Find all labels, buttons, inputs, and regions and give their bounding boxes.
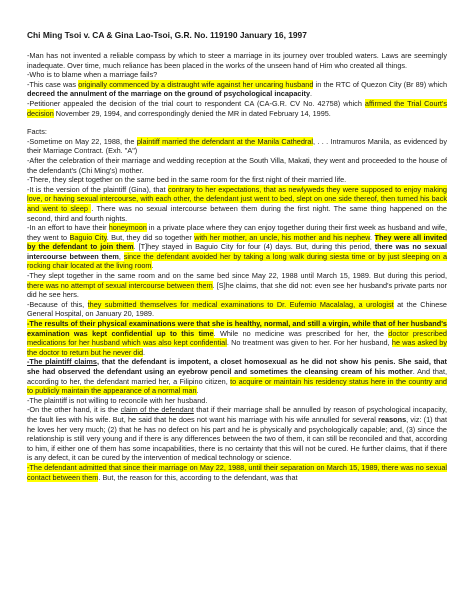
emphasized-text: doctor prescribed medications for her husband which was also kept confidential <box>27 328 447 348</box>
text-run: -It is the version of the plaintiff (Gina), that <box>27 184 168 194</box>
text-run: -After the celebration of their marriage and wedding reception at the South Villa, Makati, they went and proceeded to the house of the defendant's (Chi Ming's) mother. <box>27 155 447 175</box>
facts-paragraph <box>27 300 447 319</box>
text-run: . [T]hey stayed in Baguio City for four (4) days. But, during this period, <box>133 242 375 252</box>
text-run: November 29, 1994, and correspondingly denied the MR in dated February 14, 1995. <box>53 108 331 118</box>
text-run: -Because of this, <box>27 299 88 309</box>
text-run: in the RTC of Quezon City (Br 89) which <box>313 79 448 89</box>
facts-paragraph <box>27 463 447 482</box>
text-run: -In an effort to have their <box>27 223 109 233</box>
emphasized-text: contrary to her expectations, that as newlyweds they were supposed to enjoy making love, or having sexual intercourse, with each other, the defendant just went to bed, slept on one side thereof, then turned his back and went to sleep <box>27 184 447 213</box>
text-run: at the Chinese General Hospital, on January 20, 1989. <box>27 299 447 319</box>
text-run: . <box>143 347 146 357</box>
emphasized-text: there was no sexual intercourse between them <box>27 242 447 261</box>
text-run: , <box>118 251 124 261</box>
facts-paragraph <box>27 357 447 395</box>
text-run: -The plaintiff is not willing to reconcile with her husband. <box>27 395 208 405</box>
emphasized-text: reasons <box>378 414 407 424</box>
emphasized-text: there was no attempt of sexual intercourse between them <box>27 280 213 290</box>
text-run: -This case was <box>27 79 79 89</box>
text-run: . But, they did so together <box>106 232 195 242</box>
text-run: . And that, according to her, the defendant married her, a Filipino citizen, <box>27 367 447 386</box>
facts-paragraph <box>27 223 447 271</box>
text-run: -Sometime on May 22, 1988, the <box>27 136 137 146</box>
text-run: . There was no sexual intercourse between them during the first night. The same thing happened on the second, third and fourth nights. <box>27 203 447 223</box>
section-gap <box>27 118 447 127</box>
text-run: -On the other hand, it is the <box>27 405 121 415</box>
text-run: that if their marriage shall be annulled by reason of psychological incapacity, the fault lies with his wife. But, he said that he does not want his marriage with his wife annulled for several <box>27 405 447 424</box>
emphasized-text: Baguio City <box>69 232 107 242</box>
facts-paragraph <box>27 137 447 156</box>
emphasized-text: to acquire or maintain his residency status here in the country and to publicly maintain the appearance of a normal man <box>27 376 447 396</box>
text-run: . <box>196 386 199 396</box>
emphasized-text: originally commenced by a distraught wife against her uncaring husband <box>78 79 314 89</box>
emphasized-text: , that the defendant is impotent, a closet homosexual as he did not show his penis. She said, that she had observed the defendant using an eyebrow pencil and sometimes the cleansing cream of his mother <box>27 357 447 376</box>
facts-paragraph <box>27 185 447 223</box>
text-run: -They slept together in the same room and on the same bed since May 22, 1988 until March 15, 1989. But during this period, <box>27 271 447 281</box>
text-run: -Man has not invented a reliable compass by which to steer a marriage in its journey over troubled waters. Laws are seemingly inadequate. Over time, much reliance has been placed in the works of the unseen hand of Him who created all things. <box>27 51 447 70</box>
emphasized-text: affirmed the Trial Court's decision <box>27 98 448 118</box>
facts-paragraph <box>27 271 447 300</box>
text-run: . <box>151 261 154 271</box>
facts-paragraph <box>27 405 447 463</box>
text-run: . But, the reason for this, according to the defendant, was that <box>98 472 298 482</box>
facts-paragraph <box>27 156 447 175</box>
text-run: -There, they slept together on the same bed in the same room for the first night of their married life. <box>27 175 347 185</box>
emphasized-text: he was asked by the doctor to return but he never did <box>27 338 447 357</box>
emphasized-text: plaintiff married the defendant at the Manila Cathedral <box>136 136 313 146</box>
facts-paragraph <box>27 175 447 185</box>
emphasized-text: decreed the annulment of the marriage on the ground of psychological incapacity <box>27 89 311 99</box>
facts-heading: Facts: <box>27 127 47 137</box>
document-title: Chi Ming Tsoi v. CA & Gina Lao-Tsoi, G.R. No. 119190 January 16, 1997 <box>27 30 307 40</box>
facts-paragraph <box>27 396 447 406</box>
emphasized-text: claim of the defendant <box>120 405 194 415</box>
text-run: . <box>370 232 375 242</box>
intro-section <box>27 51 447 118</box>
intro-paragraph <box>27 51 447 70</box>
text-run: . While no medicine was prescribed for her, the <box>213 328 389 338</box>
emphasized-text: with her mother, an uncle, his mother and his nephew <box>194 232 371 242</box>
text-run: -Petitioner appealed the decision of the trial court to respondent CA (CA-G.R. CV No. 42758) which <box>27 98 365 108</box>
text-run: . [S]he claims, that she did not: even see her husband's private parts nor did he see hers. <box>27 280 447 300</box>
intro-paragraph <box>27 99 447 118</box>
emphasized-text: since the defendant avoided her by taking a long walk during siesta time or by just sleeping on a rocking chair located at the living room <box>27 251 448 271</box>
text-run: -Who is to blame when a marriage fails? <box>27 70 158 80</box>
emphasized-text: -The results of their physical examinations were that she is healthy, normal, and still a virgin, while that of her husband's examination was kept confidential up to this time <box>27 319 447 338</box>
emphasized-text: They were all invited by the defendant to join them <box>27 232 448 252</box>
emphasized-text: -The plaintiff claims <box>27 357 97 367</box>
text-run: in a private place where they can enjoy together during their first week as husband and wife, they went to <box>27 223 447 242</box>
intro-paragraph <box>27 70 447 80</box>
emphasized-text: honeymoon <box>108 223 147 233</box>
text-run: , . . . Intramuros Manila, as evidenced by their Marriage Contract. (Exh. "A") <box>27 136 447 156</box>
text-run: , viz: (1) that he loves her very much; (2) that he has no defect on his part and he is physically and psychologically capable; and, (3) since the relationship is still very young and if there is any differences between the two of them, it can still be reconciled and that, according to him, if either one of them has some incapabilities, there is no certainty that this will not be cured. He further claims, that if there is any defect, it can be cured by the intervention of medical technology or science. <box>27 414 447 463</box>
emphasized-text: they submitted themselves for medical examinations to Dr. Eufemio Macalalag, a urologist <box>87 299 394 309</box>
facts-paragraph <box>27 319 447 357</box>
emphasized-text: -The defendant admitted that since their marriage on May 22, 1988, until their separation on March 15, 1989, there was no sexual contact between them <box>27 462 447 482</box>
text-run: . No treatment was given to her. For her husband, <box>226 338 392 348</box>
text-run: . <box>310 89 313 99</box>
facts-section <box>27 137 447 482</box>
intro-paragraph <box>27 80 447 99</box>
